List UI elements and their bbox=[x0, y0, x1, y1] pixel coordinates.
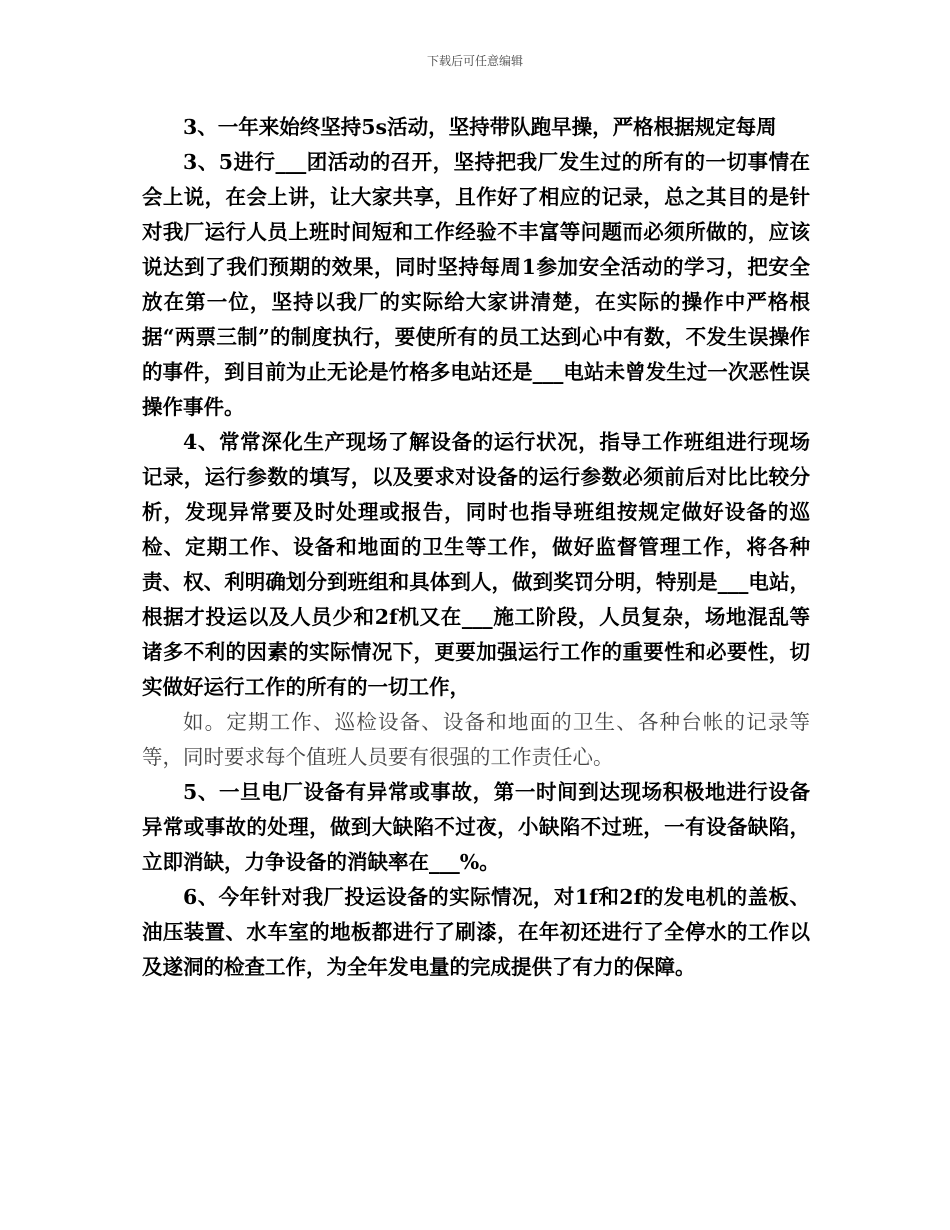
paragraph-item-5: 5、一旦电厂设备有异常或事故，第一时间到达现场积极地进行设备异常或事故的处理，做到大缺陷不过夜，小缺陷不过班，一有设备缺陷，立即消缺，力争设备的消缺率在___%。 bbox=[142, 780, 810, 874]
document-body bbox=[142, 110, 810, 985]
paragraph-item-4: 4、常常深化生产现场了解设备的运行状况，指导工作班组进行现场记录，运行参数的填写，以及要求对设备的运行参数必须前后对比比较分析，发现异常要及时处理或报告，同时也指导班组按规定做好设备的巡检、定期工作、设备和地面的卫生等工作，做好监督管理工作，将各种责、权、利明确划分到班组和具体到人，做到奖罚分明，特别是___电站，根据才投运以及人员少和2f机又在___施工阶段，人员复杂，场地混乱等诸多不利的因素的实际情况下，更要加强运行工作的重要性和必要性，切实做好运行工作的所有的一切工作， bbox=[142, 430, 810, 699]
paragraph-example: 如。定期工作、巡检设备、设备和地面的卫生、各种台帐的记录等等，同时要求每个值班人员要有很强的工作责任心。 bbox=[142, 710, 810, 769]
page-header: 下载后可任意编辑 bbox=[426, 54, 523, 68]
paragraph-item-6: 6、今年针对我厂投运设备的实际情况，对1f和2f的发电机的盖板、油压装置、水车室的地板都进行了刷漆，在年初还进行了全停水的工作以及遂洞的检查工作，为全年发电量的完成提供了有力的保障。 bbox=[142, 885, 810, 979]
paragraph-item-3-5-meeting: 3、5进行___团活动的召开，坚持把我厂发生过的所有的一切事情在会上说，在会上讲，让大家共享，且作好了相应的记录，总之其目的是针对我厂运行人员上班时间短和工作经验不丰富等问题而必须所做的，应该说达到了我们预期的效果，同时坚持每周1参加安全活动的学习，把安全放在第一位，坚持以我厂的实际给大家讲清楚，在实际的操作中严格根据“两票三制”的制度执行，要使所有的员工达到心中有数，不发生误操作的事件，到目前为止无论是竹格多电站还是___电站未曾发生过一次恶性误操作事件。 bbox=[142, 150, 810, 419]
paragraph-item-3-5s: 3、一年来始终坚持5s活动，坚持带队跑早操，严格根据规定每周 bbox=[183, 115, 777, 139]
